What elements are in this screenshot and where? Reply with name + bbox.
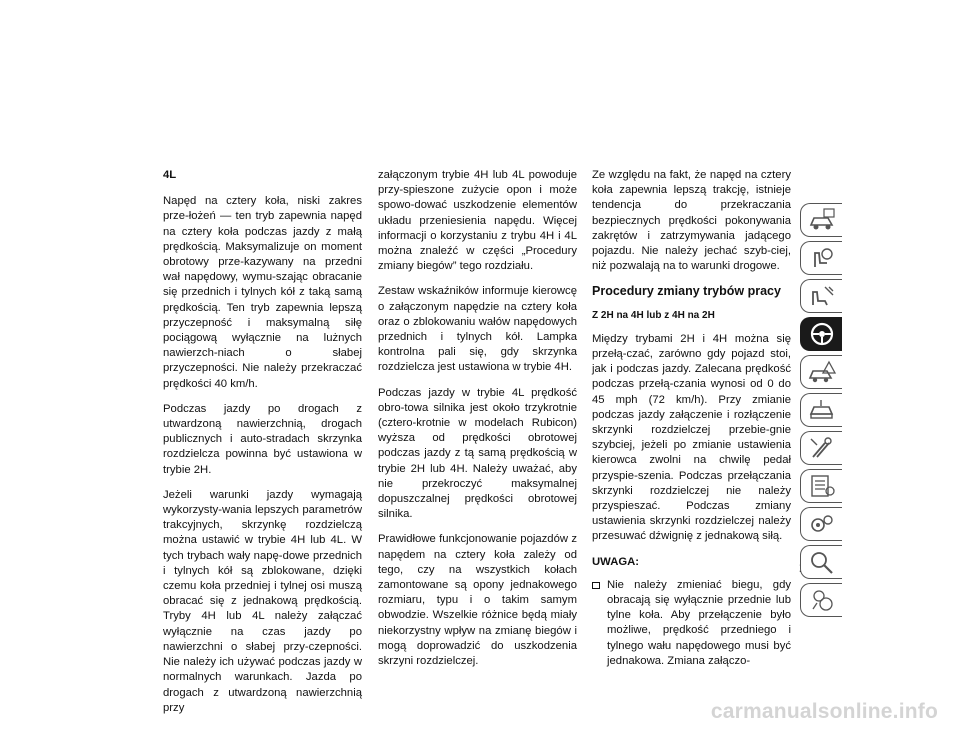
controls-seat-icon [807,283,837,309]
warning-car-icon [807,359,837,385]
text-column-1 [163,168,362,726]
text-column-2 [378,168,577,679]
chapter-tab-6[interactable] [800,393,842,427]
car-info-icon [807,207,837,233]
multilingual-icon [807,587,837,613]
section-title: Procedury zmiany trybów pracy [592,284,781,299]
paragraph: Między trybami 2H i 4H można się przełą-czać, zarówno gdy pojazd stoi, jak i podczas jazdy. Zalecana prędkość podczas przełą-czania wynosi od 0 do 45 mph (72 km/h). Przy zmianie podczas jazdy załączenie i rozłączenie skrzynki rozdzielczej przebie-gnie szybciej, jeżeli po zmianie ustawienia kierowca zwolni na chwilę pedał przyspie-szenia. Podczas przełączania skrzynki rozdzielczej nie należy przyspieszać. Podczas zmiany ustawienia skrzynki rozdzielczej należy przesuwać dźwignię z jednakową siłą. [592,332,791,543]
chapter-tab-10[interactable] [800,545,842,579]
paragraph: Prawidłowe funkcjonowanie pojazdów z napędem na cztery koła zależy od tego, czy na wszystkich kołach zamontowane są opony jednakowego rozmiaru, typu i o takim samym obwodzie. Wszelkie różnice będą miały niekorzystny wpływ na zmianę biegów i mogą doprowadzić do uszkodzenia skrzyni rozdzielczej. [378,533,577,668]
chapter-tabs [800,203,842,621]
chapter-tab-2[interactable] [800,241,842,275]
steering-wheel-icon [807,321,837,347]
chapter-tab-4[interactable] [800,317,842,351]
chapter-tab-9[interactable] [800,507,842,541]
note-label: UWAGA: [592,555,640,568]
bullet-text: Nie należy zmieniać biegu, gdy obracają się wyłącznie przednie lub tylne koła. Aby przełączenie było możliwe, prędkość przedniego i tylnego wału napędowego musi być jednakowa. Zmiana załączo- [607,578,791,667]
search-index-icon [807,549,837,575]
paragraph: Napęd na cztery koła, niski zakres prze-łożeń — ten tryb zapewnia napęd na cztery koła podczas jazdy z małą prędkością. Maksymalizuje on moment obrotowy prze-kazywany na przedni wał napędowy, wymu-szając obracanie się przednich i tylnych kół z taką samą prędkością. Ten tryb zapewnia lepszą przyczepność i maksymalną siłę pociągową wyłącznie na lużnych nawierzch-niach o słabej przyczepności. Nie należy przekraczać prędkości 40 km/h. [163,195,362,390]
text-column-3 [592,168,791,669]
note-bullet [592,578,791,669]
subsection-title: Z 2H na 4H lub z 4H na 2H [592,309,715,321]
wrench-tools-icon [807,435,837,461]
watermark: carmanualsonline.info [710,700,938,723]
chapter-tab-3[interactable] [800,279,842,313]
car-service-icon [807,397,837,423]
chapter-tab-8[interactable] [800,469,842,503]
paragraph: Jeżeli warunki jazdy wymagają wykorzysty-wania lepszych parametrów trakcyjnych, skrzynkę rozdzielczą można ustawić w trybie 4H lub 4L. W tych trybach wały napę-dowe przednich i tylnych kół są zblokowane, dzięki czemu koła przedniej i tylnej osi muszą obracać się z jednakową prędkością. Tryby 4H lub 4L należy załączać wyłącznie na czas jazdy po nawierzchni o słabej przy-czepności. Nie należy ich używać podczas jazdy w normalnych warunkach. Jazda po drogach z utwardzoną nawierzchnią przy [163,488,362,714]
paragraph: Podczas jazdy po drogach z utwardzoną nawierzchnią, drogach publicznych i auto-stradach skrzynka rozdzielcza powinna być ustawiona w trybie 2H. [163,402,362,476]
paragraph: Ze względu na fakt, że napęd na cztery koła zapewnia lepszą trakcję, istnieje tendencja do przekraczania bezpiecznych prędkości pokonywania zakrętów i zatrzymywania jadącego pojazdu. Nie należy jechać szyb-ciej, niż pozwalają na to warunki drogowe. [592,169,791,273]
chapter-tab-5[interactable] [800,355,842,389]
paragraph: załączonym trybie 4H lub 4L powoduje przy-spieszone zużycie opon i może spowo-dować uszkodzenie elementów układu przeniesienia napędu. Więcej informacji o korzystaniu z trybu 4H i 4L można znaleźć w części „Procedury zmiany biegów” tego rozdziału. [378,169,577,273]
checkbox-bullet-icon [592,582,600,589]
chapter-tab-7[interactable] [800,431,842,465]
maintenance-list-icon [807,473,837,499]
airbag-seat-icon [807,245,837,271]
paragraph: Podczas jazdy w trybie 4L prędkość obro-towa silnika jest około trzykrotnie (cztero-krotnie w modelach Rubicon) wyższa od prędkości obrotowej podczas jazdy z tą samą prędkością w trybie 2H lub 4H. Należy uważać, aby nie przekroczyć maksymalnej dopuszczalnej prędkości obrotowej silnika. [378,386,577,521]
gears-specs-icon [807,511,837,537]
paragraph: Zestaw wskaźników informuje kierowcę o załączonym napędzie na cztery koła oraz o zblokowaniu wałów napędowych przednich i tylnych kół. Lampka kontrolna pali się, gdy skrzynka rozdzielcza jest ustawiona w trybie 4H. [378,285,577,374]
mode-heading-4l: 4L [163,169,177,181]
chapter-tab-11[interactable] [800,583,842,617]
chapter-tab-1[interactable] [800,203,842,237]
